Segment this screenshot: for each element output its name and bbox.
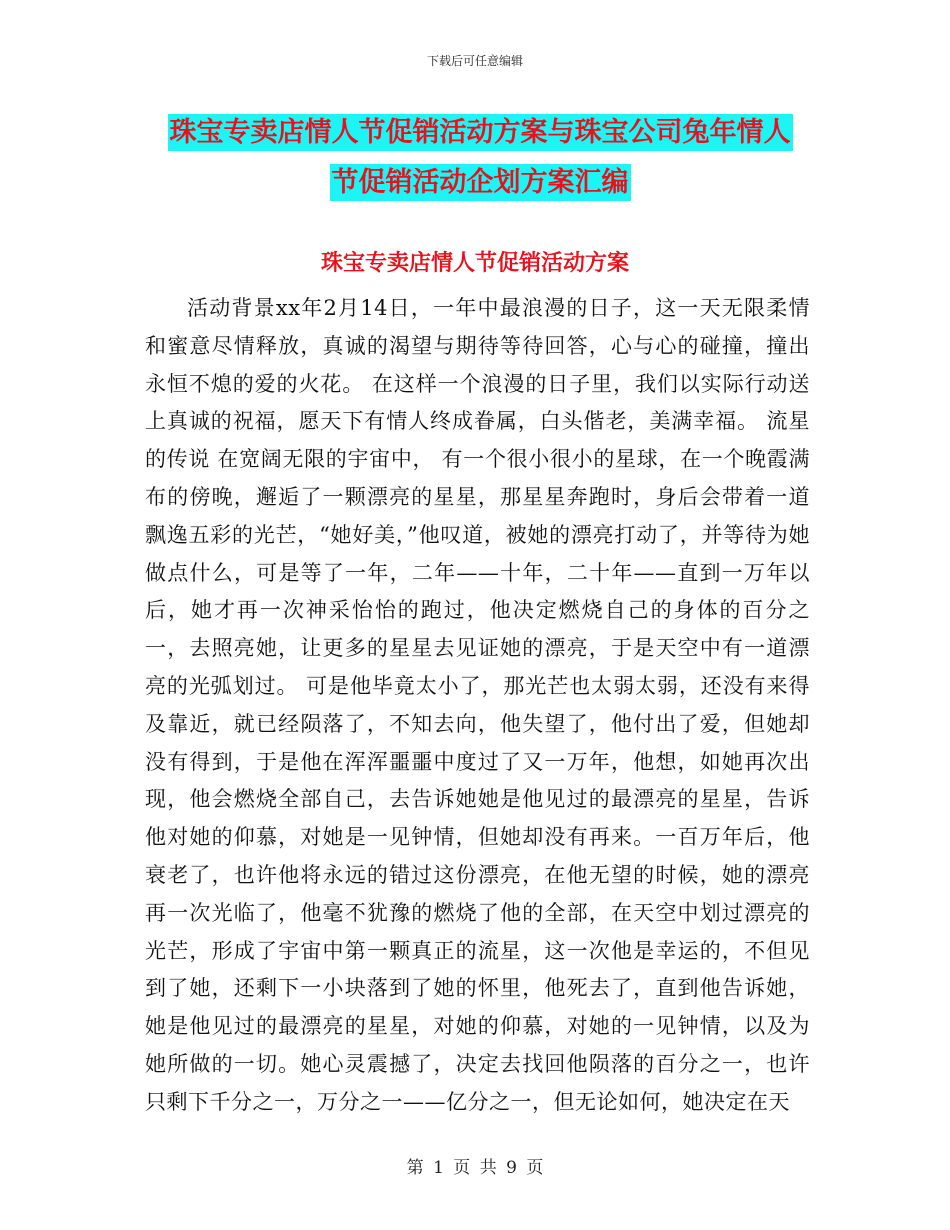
section-heading: 珠宝专卖店情人节促销活动方案 [320,250,629,276]
document-title [150,108,810,208]
title-line-1: 珠宝专卖店情人节促销活动方案与珠宝公司兔年情人 [168,114,793,151]
page-number-footer: 第 1 页 共 9 页 [406,1158,544,1178]
body-paragraph: 活动背景xx年2月14日，一年中最浪漫的日子，这一天无限柔情和蜜意尽情释放，真诚的渴望与期待等待回答，心与心的碰撞，撞出永恒不熄的爱的火花。 在这样一个浪漫的日子里，我们以实际行动送上真诚的祝福，愿天下有情人终成眷属，白头偕老，美满幸福。 流星的传说 在宽阔无限的宇宙中， 有一个很小很小的星球，在一个晚霞满布的傍晚，邂逅了一颗漂亮的星星，那星星奔跑时，身后会带着一道飘逸五彩的光芒，“她好美，”他叹道，被她的漂亮打动了，并等待为她做点什么，可是等了一年，二年——十年，二十年——直到一万年以后，她才再一次神采怡怡的跑过，他决定燃烧自己的身体的百分之一，去照亮她，让更多的星星去见证她的漂亮，于是天空中有一道漂亮的光弧划过。 可是他毕竟太小了，那光芒也太弱太弱，还没有来得及靠近，就已经陨落了，不知去向，他失望了，他付出了爱，但她却没有得到，于是他在浑浑噩噩中度过了又一万年，他想，如她再次出现，他会燃烧全部自己，去告诉她她是他见过的最漂亮的星星，告诉他对她的仰慕，对她是一见钟情，但她却没有再来。一百万年后，他衰老了，也许他将永远的错过这份漂亮，在他无望的时候，她的漂亮再一次光临了，他毫不犹豫的燃烧了他的全部，在天空中划过漂亮的光芒，形成了宇宙中第一颗真正的流星，这一次他是幸运的，不但见到了她，还剩下一小块落到了她的怀里，他死去了，直到他告诉她，她是他见过的最漂亮的星星，对她的仰慕，对她的一见钟情，以及为她所做的一切。她心灵震撼了，决定去找回他陨落的百分之一，也许只剩下千分之一，万分之一——亿分之一，但无论如何，她决定在天 [145,296,810,1114]
page-header-note: 下载后可任意编辑 [426,54,523,68]
title-line-2: 节促销活动企划方案汇编 [330,164,631,201]
